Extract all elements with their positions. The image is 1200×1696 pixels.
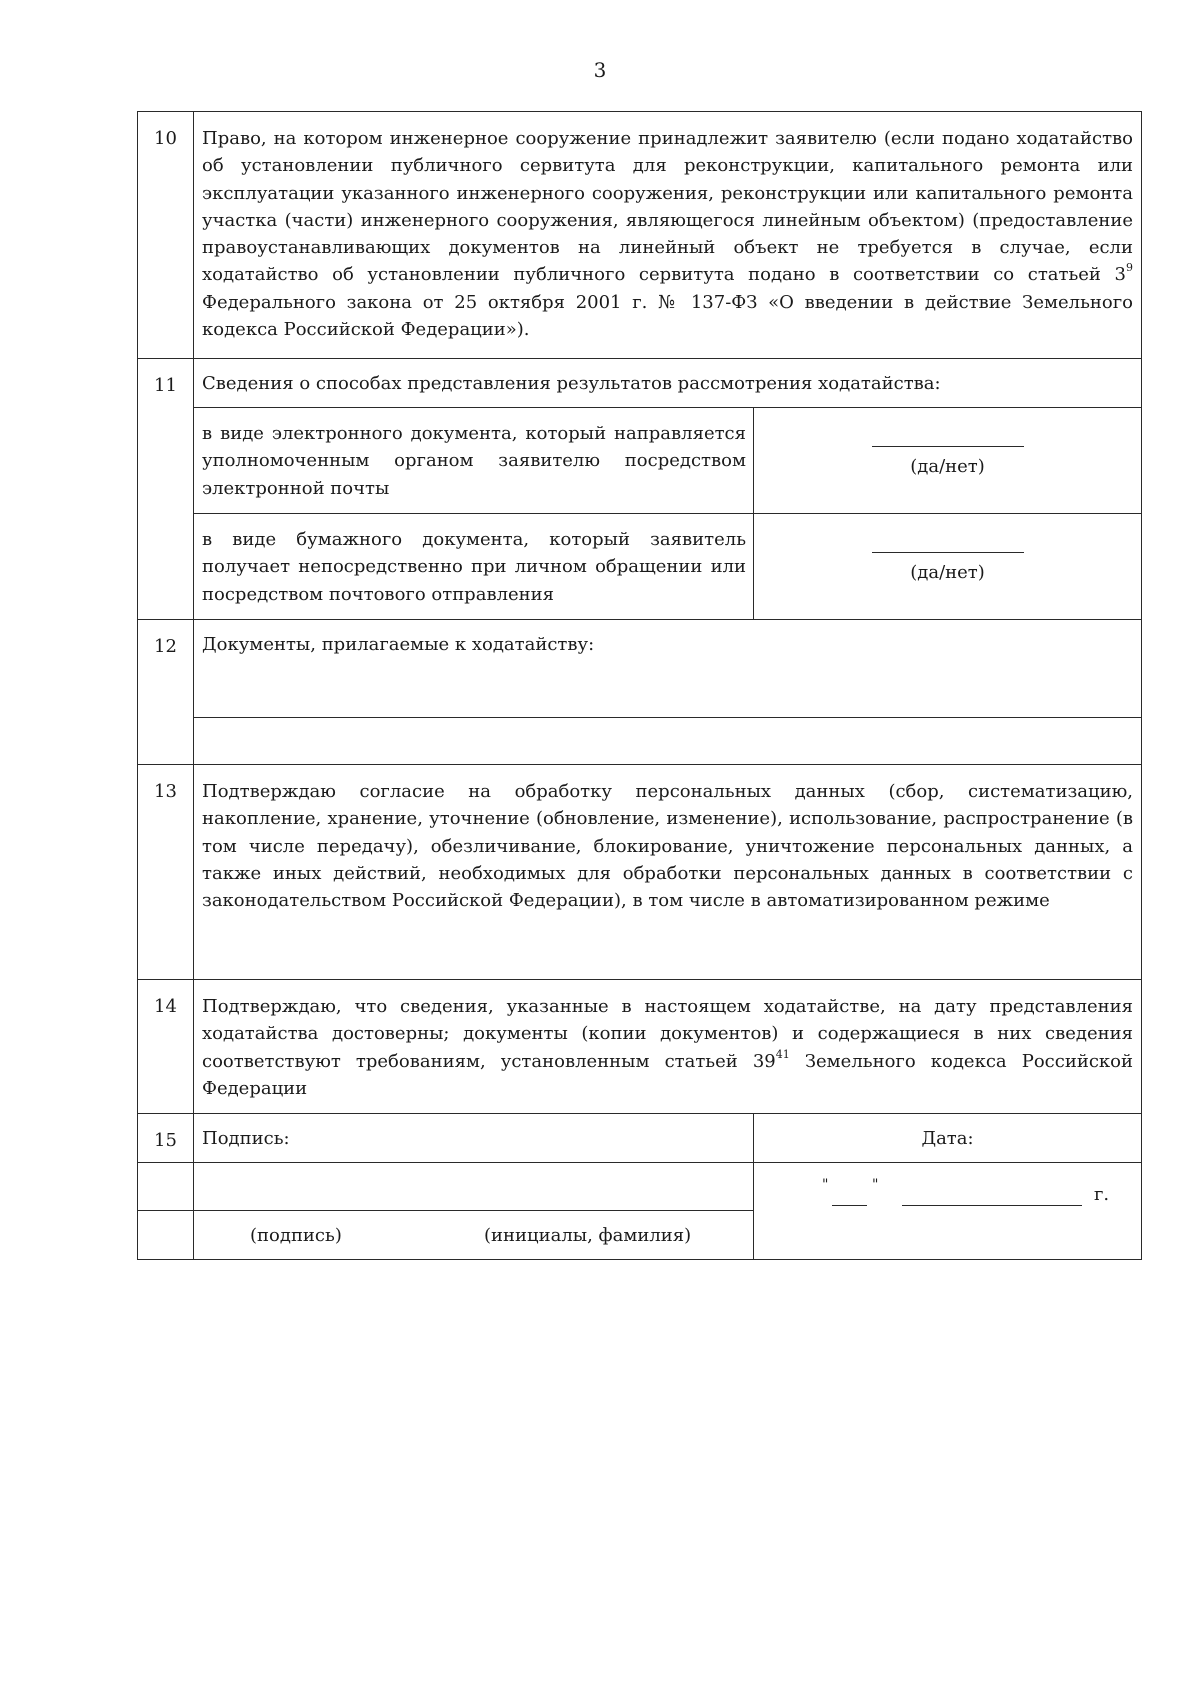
row-14-text-end: Земельного кодекса Российской Федерации [202, 1050, 1133, 1099]
row-number: 10 [138, 112, 194, 359]
row-14-superscript: 41 [775, 1047, 790, 1061]
row-number: 14 [138, 980, 194, 1114]
year-suffix: г. [1094, 1184, 1110, 1205]
date-field[interactable] [754, 1163, 1142, 1260]
row-12-header [138, 620, 1142, 718]
row-11-header [138, 359, 1142, 408]
row-number: 11 [138, 359, 194, 620]
option-paper-text: в виде бумажного документа, который заявитель получает непосредственно при личном обращении или посредством почтового отправления [202, 529, 746, 605]
empty-number-cell [138, 1211, 194, 1260]
row-11-title: Сведения о способах представления результатов рассмотрения ходатайства: [202, 373, 941, 394]
option-text-cell [194, 514, 754, 620]
row-12-title: Документы, прилагаемые к ходатайству: [202, 634, 595, 655]
option-electronic-text: в виде электронного документа, который направляется уполномоченным органом заявителю посредством электронной почты [202, 423, 746, 499]
empty-number-cell [138, 1163, 194, 1211]
option-text-cell [194, 408, 754, 514]
documents-input-area[interactable] [194, 718, 1142, 765]
row-number: 13 [138, 765, 194, 980]
row-10-text [194, 112, 1142, 359]
row-10-text-end: Федерального закона от 25 октября 2001 г. № 137-ФЗ «О введении в действие Земельного кодекса Российской Федерации»). [202, 291, 1133, 341]
row-12-documents-field [138, 718, 1142, 765]
page-number: 3 [593, 58, 607, 82]
row-10-superscript: 9 [1126, 261, 1133, 275]
row-11-title-cell [194, 359, 1142, 408]
row-13 [138, 765, 1142, 980]
row-10-text-main: Право, на котором инженерное сооружение принадлежит заявителю (если подано ходатайство об установлении публичного сервитута для реконструкции, капитального ремонта или эксплуатации указанного инженерного сооружения, реконструкции или капитального ремонта участка (части) инженерного сооружения, являющегося линейным объектом) (предоставление правоустанавливающих документов на линейный объект не требуется в случае, если ходатайство об установлении публичного сервитута подано в соответствии со статьей 3 [202, 128, 1133, 286]
answer-label: (да/нет) [910, 456, 985, 477]
day-blank-line[interactable] [832, 1205, 867, 1206]
signature-captions-cell [194, 1211, 754, 1260]
signature-label: Подпись: [202, 1128, 290, 1149]
name-caption: (инициалы, фамилия) [484, 1225, 692, 1246]
option-electronic-answer[interactable] [754, 408, 1142, 514]
row-15-signature-space [138, 1163, 1142, 1211]
row-14 [138, 980, 1142, 1114]
row-12-title-cell [194, 620, 1142, 718]
row-14-text-main: Подтверждаю, что сведения, указанные в настоящем ходатайстве, на дату представления ходатайства достоверны; документы (копии документов) и содержащиеся в них сведения соответствуют требованиям, установленным статьей 39 [202, 996, 1133, 1072]
date-quote-close: " [872, 1177, 879, 1193]
row-number: 15 [138, 1114, 194, 1163]
row-10 [138, 112, 1142, 359]
row-13-text: Подтверждаю согласие на обработку персональных данных (сбор, систематизацию, накопление, хранение, уточнение (обновление, изменение), использование, распространение (в том числе передачу), обезличивание, блокирование, уничтожение персональных данных, а также иных действий, необходимых для обработки персональных данных в соответствии с законодательством Российской Федерации), в том числе в автоматизированном режиме [202, 781, 1133, 912]
date-quote-open: " [822, 1177, 829, 1193]
row-15-header [138, 1114, 1142, 1163]
row-11-option-paper [138, 514, 1142, 620]
row-number: 12 [138, 620, 194, 765]
month-blank-line[interactable] [902, 1205, 1082, 1206]
row-13-text-cell [194, 765, 1142, 980]
row-11-option-electronic [138, 408, 1142, 514]
answer-blank-line[interactable] [872, 552, 1024, 553]
petition-form-table [137, 111, 1142, 1260]
answer-label: (да/нет) [910, 562, 985, 583]
signature-field[interactable] [194, 1163, 754, 1211]
row-14-text-cell [194, 980, 1142, 1114]
date-label-cell [754, 1114, 1142, 1163]
signature-caption: (подпись) [250, 1225, 342, 1246]
date-label: Дата: [921, 1128, 974, 1149]
answer-blank-line[interactable] [872, 446, 1024, 447]
option-paper-answer[interactable] [754, 514, 1142, 620]
signature-label-cell [194, 1114, 754, 1163]
